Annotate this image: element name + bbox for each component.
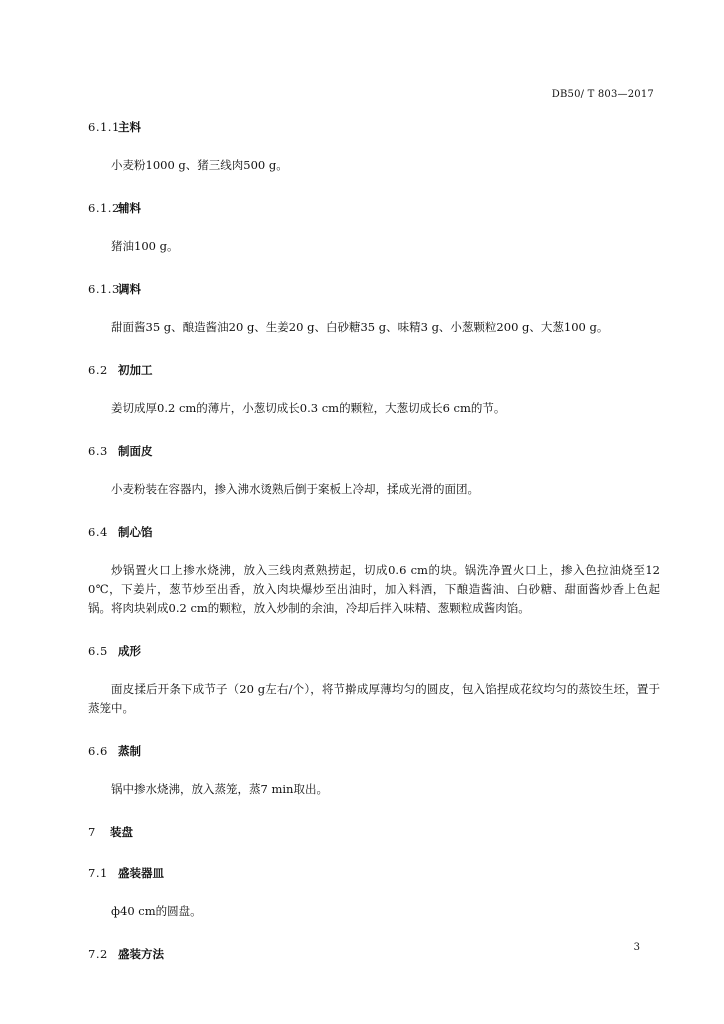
section-title: 装盘 [110, 825, 133, 839]
section-heading-6-6 [88, 743, 660, 759]
section-heading-6-3 [88, 443, 660, 459]
section-paragraph: 姜切成厚0.2 cm的薄片，小葱切成长0.3 cm的颗粒，大葱切成长6 cm的节。 [111, 401, 506, 415]
section-number: 6.2 [88, 363, 108, 377]
section-heading-7-1 [88, 865, 660, 881]
page-number: 3 [633, 942, 640, 953]
section-title: 盛装器皿 [118, 866, 164, 880]
section-heading-6-2 [88, 362, 660, 378]
section-heading-6-1-3 [88, 281, 660, 297]
section-title: 制面皮 [118, 444, 153, 458]
section-paragraph: 甜面酱35 g、酿造酱油20 g、生姜20 g、白砂糖35 g、味精3 g、小葱颗粒200 g、大葱100 g。 [111, 320, 609, 334]
section-number: 6.1.3 [88, 282, 120, 296]
section-title: 成形 [118, 644, 141, 658]
section-number: 6.3 [88, 444, 108, 458]
section-title: 辅料 [118, 201, 141, 215]
section-number: 6.1.1 [88, 120, 120, 134]
section-number: 6.6 [88, 744, 108, 758]
section-heading-6-1-2 [88, 200, 660, 216]
section-paragraph: 小麦粉1000 g、猪三线肉500 g。 [111, 158, 288, 172]
section-paragraph: ф40 cm的圆盘。 [111, 904, 202, 918]
section-paragraph: 炒锅置火口上掺水烧沸，放入三线肉煮熟捞起，切成0.6 cm的块。锅洗净置火口上，掺入色拉油烧至120℃，下姜片，葱节炒至出香，放入肉块爆炒至出油时，加入料酒，下酿造酱油、白砂糖、甜面酱炒香上色起锅。将肉块剁成0.2 cm的颗粒，放入炒制的余油，冷却后拌入味精、葱颗粒成酱肉馅。 [88, 563, 660, 615]
section-heading-6-5 [88, 643, 660, 659]
section-heading-6-4 [88, 524, 660, 540]
section-heading-7-2 [88, 946, 660, 962]
document-body [88, 119, 660, 962]
section-title: 蒸制 [118, 744, 141, 758]
section-number: 7.1 [88, 866, 108, 880]
section-paragraph: 小麦粉装在容器内，掺入沸水烫熟后倒于案板上冷却，揉成光滑的面团。 [111, 482, 479, 496]
section-title: 调料 [118, 282, 141, 296]
section-number: 7.2 [88, 947, 108, 961]
section-number: 7 [88, 825, 96, 839]
section-number: 6.1.2 [88, 201, 120, 215]
section-title: 主料 [118, 120, 141, 134]
section-paragraph: 锅中掺水烧沸，放入蒸笼，蒸7 min取出。 [111, 782, 328, 796]
section-number: 6.4 [88, 525, 108, 539]
section-title: 盛装方法 [118, 947, 164, 961]
section-title: 初加工 [118, 363, 153, 377]
section-title: 制心馅 [118, 525, 153, 539]
section-paragraph: 猪油100 g。 [111, 239, 179, 253]
section-heading-6-1-1 [88, 119, 660, 135]
standard-code-header: DB50/ T 803—2017 [551, 89, 654, 100]
section-heading-7 [88, 824, 660, 840]
section-paragraph: 面皮揉后开条下成节子（20 g左右/个），将节擀成厚薄均匀的圆皮，包入馅捏成花纹均匀的蒸饺生坯，置于蒸笼中。 [88, 682, 660, 715]
section-number: 6.5 [88, 644, 108, 658]
